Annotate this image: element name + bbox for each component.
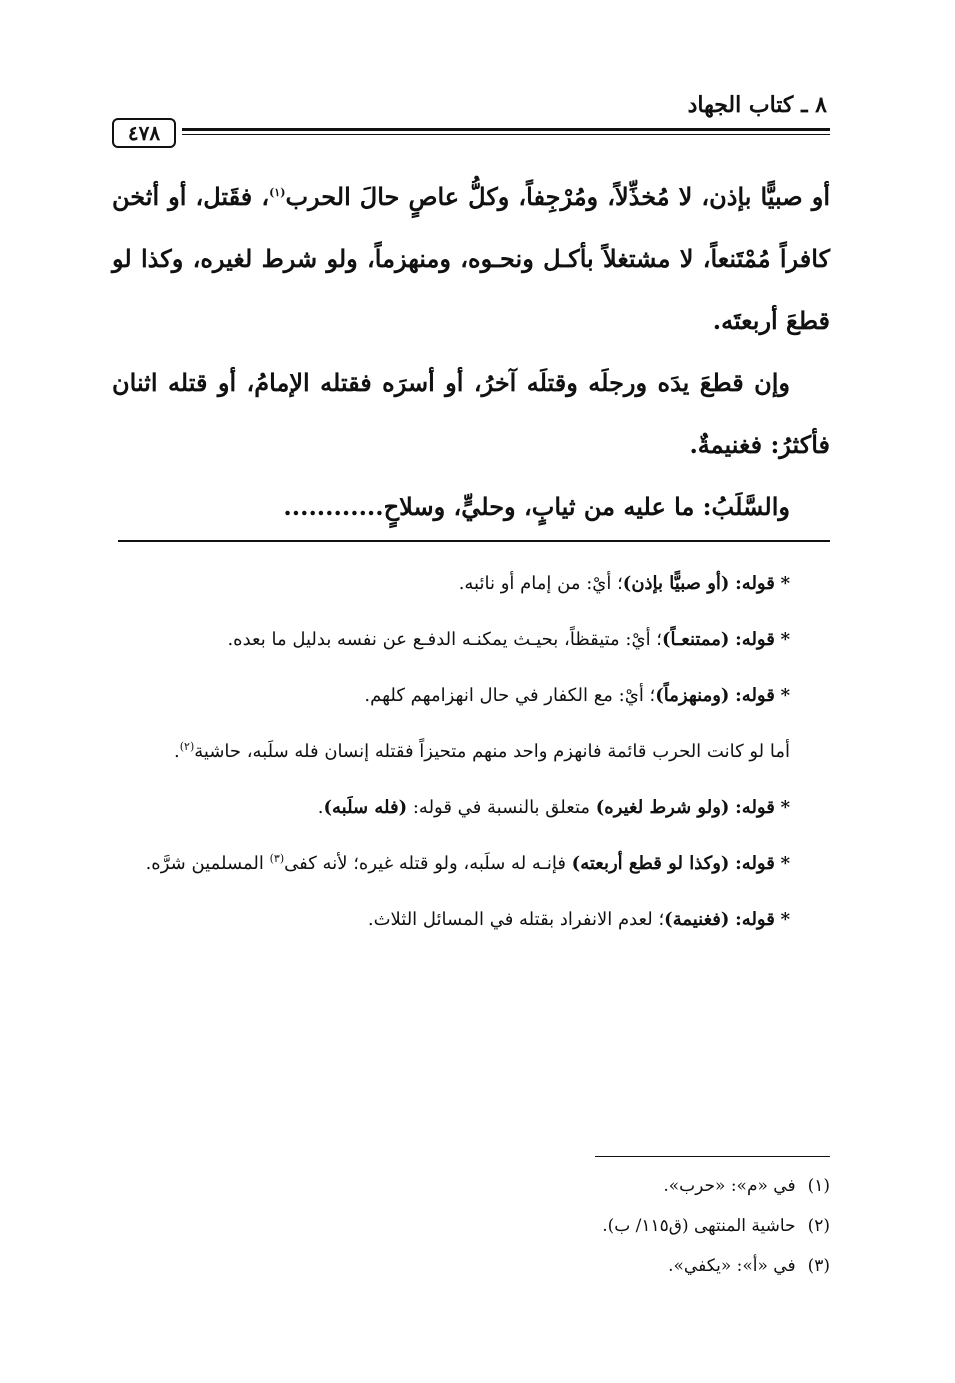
footnote-marker[interactable]: (٢): [179, 740, 195, 753]
ellipsis-dots: ............: [283, 492, 384, 521]
header-rule: [182, 128, 830, 131]
main-text: [112, 166, 830, 538]
main-paragraph: وإن قطعَ يدَه ورجلَه وقتلَه آخرُ، أو أسرَه فقتله الإمامُ، أو قتله اثنان فأكثرُ: فغنيمةٌ.: [112, 368, 830, 459]
footnote-number: (٢): [807, 1216, 830, 1236]
commentary-item: * قوله: (فغنيمة)؛ لعدم الانفراد بقتله في المسائل الثلاث.: [367, 909, 790, 930]
footnote-marker[interactable]: (٣): [269, 852, 285, 865]
commentary-item: أما لو كانت الحرب قائمة فانهزم واحد منهم متحيزاً فقتله إنسان فله سلَبه، حاشية$^{(٢)}$.: [173, 740, 790, 762]
asterisk-icon: *: [780, 573, 790, 594]
commentary-item: * قوله: (أو صبيًّا بإذن)؛ أيْ: من إمام أو نائبه.: [458, 573, 790, 594]
footnotes: [112, 1166, 830, 1286]
footnote-rule: [595, 1156, 830, 1157]
footnote-marker[interactable]: (١): [269, 186, 286, 199]
asterisk-icon: *: [780, 853, 790, 874]
commentary-item: * قوله: (ومنهزماً)؛ أيْ: مع الكفار في حال انهزامهم كلهم.: [364, 685, 790, 706]
footnote: (١)في «م»: «حرب».: [112, 1166, 830, 1206]
asterisk-icon: *: [780, 909, 790, 930]
footnote-number: (٣): [807, 1256, 830, 1276]
footnote: (٢)حاشية المنتهى (ق١١٥/ ب).: [112, 1206, 830, 1246]
footnote-number: (١): [807, 1176, 830, 1196]
commentary-item: * قوله: (ممتنعـاً)؛ أيْ: متيقظاً، بحيـث يمكنـه الدفـع عن نفسه بدليل ما بعده.: [227, 629, 790, 650]
main-paragraph: والسَّلَبُ: ما عليه من ثيابٍ، وحليٍّ، وسلاحٍ............: [283, 492, 790, 521]
commentary-item: * قوله: (وكذا لو قطع أربعته) فإنـه له سلَبه، ولو قتله غيره؛ لأنه كفى$^{(٣)}$ المسلمين شرَّه.: [145, 852, 790, 874]
page-number: ٤٧٨: [112, 118, 176, 148]
text-divider: [118, 540, 830, 542]
main-paragraph: أو صبيًّا بإذن، لا مُخذِّلاً، ومُرْجِفاً، وكلُّ عاصٍ حالَ الحرب$^{(١)}$، فقَتل، أو أثخن كافراً مُمْتَنعاً، لا مشتغلاً بأكـل ونحـوه، ومنهزماً، ولو شرط لغيره، وكذا لو قطعَ أربعتَه.: [112, 182, 830, 335]
running-title: ٨ ـ كتاب الجهاد: [687, 92, 827, 118]
commentary: [112, 556, 830, 948]
commentary-item: * قوله: (ولو شرط لغيره) متعلق بالنسبة في قوله: (فله سلَبه).: [317, 797, 790, 818]
asterisk-icon: *: [780, 629, 790, 650]
footnote: (٣)في «أ»: «يكفي».: [112, 1246, 830, 1286]
header-rule-thin: [182, 134, 830, 135]
asterisk-icon: *: [780, 685, 790, 706]
asterisk-icon: *: [780, 797, 790, 818]
